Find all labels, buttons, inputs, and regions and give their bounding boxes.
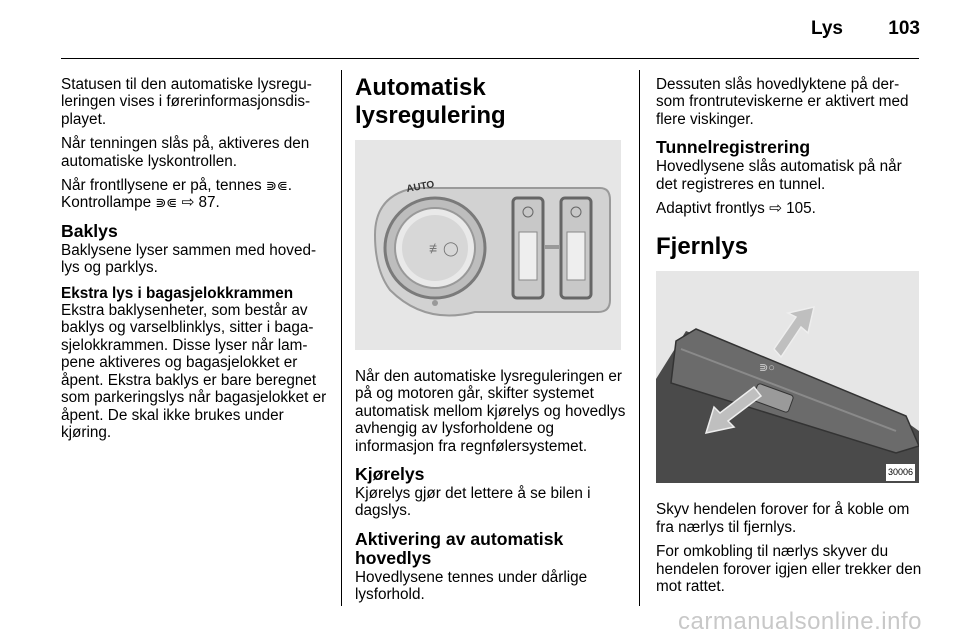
paragraph: Kjørelys gjør det lettere å se bilen i dagslys.: [355, 485, 591, 520]
paragraph: Dessuten slås hovedlyktene på dersom frontruteviskerne er aktivert med flere viskinger.: [656, 76, 909, 128]
low-beam-icon: ⋑⋐: [155, 195, 178, 211]
paragraph: Skyv hendelen forover for å koble om fra nærlys til fjernlys.: [656, 501, 910, 536]
section-heading: Tunnelregistrering: [656, 137, 811, 158]
paragraph: Når den automatiske lysreguleringen er på og motoren går, skifter systemet automatisk mellom kjørelys og hovedlys avhengig av lysforholdene og informasjon fra regnfølersystemet.: [355, 368, 626, 455]
column-left: [61, 76, 329, 448]
watermark: carmanualsonline.info: [678, 608, 922, 635]
paragraph: Adaptivt frontlys ⇨ 105.: [656, 200, 816, 218]
page-reference-icon: ⇨: [181, 194, 195, 212]
section-heading: Fjernlys: [656, 233, 749, 261]
svg-text:≢◯: ≢◯: [429, 240, 459, 256]
high-beam-lever-figure: [656, 271, 919, 483]
auto-label: AUTO: [405, 179, 436, 195]
paragraph: Hovedlysene slås automatisk på når det registreres en tunnel.: [656, 158, 902, 193]
column-middle: [355, 74, 627, 611]
paragraph: Statusen til den automatiske lysreguleringen vises i førerinformasjonsdisplayet.: [61, 76, 312, 128]
low-beam-icon: ⋑⋐: [265, 178, 288, 194]
figure-number: 30006: [886, 464, 915, 481]
paragraph: Når frontllysene er på, tennes ⋑⋐. Kontrollampe ⋑⋐ ⇨ 87.: [61, 177, 292, 212]
section-heading: Baklys: [61, 220, 118, 241]
column-divider: [639, 70, 640, 606]
header-rule: [61, 58, 919, 59]
paragraph: Når tenningen slås på, aktiveres den automatiske lyskontrollen.: [61, 135, 310, 170]
section-title: Lys: [810, 18, 844, 39]
paragraph: Baklysene lyser sammen med hovedlys og parklys.: [61, 241, 317, 277]
page-reference-icon: ⇨: [769, 200, 782, 218]
section-heading: Kjørelys: [355, 464, 425, 485]
light-switch-figure: [355, 140, 621, 350]
paragraph: Ekstra baklysenheter, som består av baklys og varselblinklys, sitter i bagasjelokkrammen. Disse lyser når lampene aktiveres og bagasjelokket er åpent. Ekstra baklys er bare beregnet som parkeringslys når bagasjelokket er åpent. De skal ikke brukes under kjøring.: [61, 302, 327, 441]
page-header: [811, 18, 920, 40]
page-number: 103: [888, 18, 920, 39]
column-divider: [341, 70, 342, 606]
column-right: [656, 76, 922, 602]
subsection-heading: Ekstra lys i bagasjelokkrammen: [61, 284, 294, 302]
section-heading: Automatisk lysregulering: [355, 74, 506, 129]
paragraph: For omkobling til nærlys skyver du hendelen forover igjen eller trekker den mot rattet.: [656, 543, 922, 596]
section-heading: Aktivering av automatisk hovedlys: [355, 528, 564, 568]
paragraph: Hovedlysene tennes under dårlige lysforhold.: [355, 568, 588, 604]
svg-text:⋑○: ⋑○: [759, 362, 775, 375]
